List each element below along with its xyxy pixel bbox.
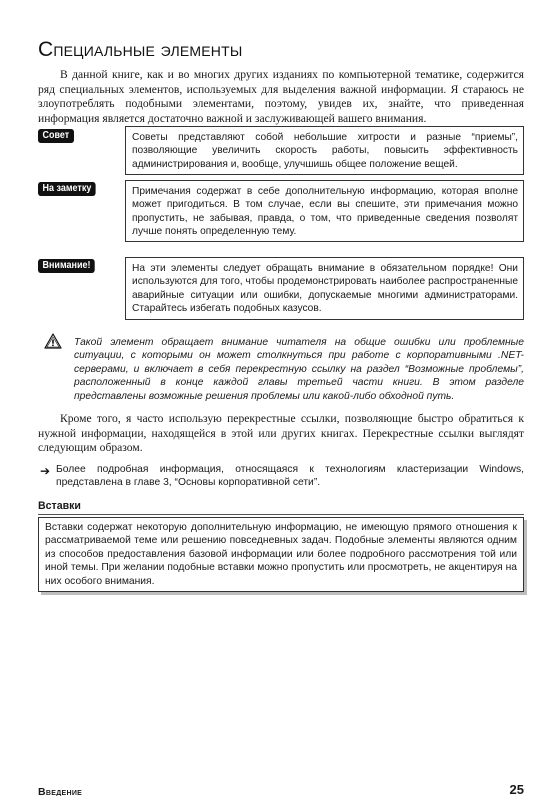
sidebar-heading: Вставки: [38, 500, 81, 512]
sidebar-box: Вставки содержат некоторую дополнительную информацию, не имеющую прямого отношения к рассматриваемой теме или решению повседневных задач. Подобные элементы являются одним из способов предоставления базовой информации или более подробного рассмотрения той или иной темы. При желании подобные вставки можно пропустить или просмотреть, не акцентируя на них особого внимания.: [38, 517, 524, 592]
warning-label: Внимание!: [38, 259, 95, 273]
warning-note-text: Такой элемент обращает внимание читателя на общие ошибки или проблемные ситуации, с которыми он может столкнуться при работе с корпоративными .NET-серверами, и включает в себя перекрестную ссылку на раздел “Возможные проблемы”, расположенный в конце каждой главы третьей части книги. В этом разделе представлены возможные решения проблемы или какой-либо обходной путь.: [74, 337, 524, 402]
page-title: [38, 38, 518, 62]
page-title-rest: пециальные элементы: [53, 39, 243, 61]
tip-box: Советы представляют собой небольшие хитрости и разные “приемы”, позволяющие увеличить скорость работы, повысить эффективность администрирования и, вообще, улучшишь общее положение вещей.: [125, 126, 524, 175]
footer-section-name: Введение: [38, 786, 83, 796]
page-title-initial: С: [38, 38, 54, 61]
warning-triangle-icon: [44, 333, 62, 349]
crossref-example: Более подробная информация, относящаяся к технологиям кластеризации Windows, представлена в главе 3, “Основы корпоративной сети”.: [56, 464, 524, 489]
crossref-paragraph: Кроме того, я часто использую перекрестные ссылки, позволяющие быстро обратиться к нужной информации, находящейся в этой или других книгах. Перекрестные ссылки выглядят следующим образом.: [38, 412, 524, 455]
sidebar-divider: [38, 514, 524, 515]
tip-label: Совет: [38, 129, 74, 143]
footer-page-number: 25: [509, 782, 524, 796]
intro-paragraph: В данной книге, как и во многих других изданиях по компьютерной тематике, содержится ряд специальных элементов, используемых для выделения важной информации. Я стараюсь не злоупотреблять подобными элементами, поэтому, увидев их, знайте, что приведенная информация является достаточно важной и заслуживающей вашего внимания.: [38, 68, 524, 125]
note-label: На заметку: [38, 182, 96, 196]
warning-box: На эти элементы следует обращать внимание в обязательном порядке! Они используются для того, чтобы продемонстрировать наиболее распространенные аварийные ситуации или ошибки, допускаемые многими администраторами. Старайтесь избегать подобных казусов.: [125, 257, 524, 320]
right-arrow-icon: ➔: [40, 464, 51, 478]
note-box: Примечания содержат в себе дополнительную информацию, которая вполне может пригодиться. В том случае, если вы спешите, эти примечания можно пропустить, не забывая, правда, о том, что приведенные сведения позволят лучше понять определенную тему.: [125, 180, 524, 242]
